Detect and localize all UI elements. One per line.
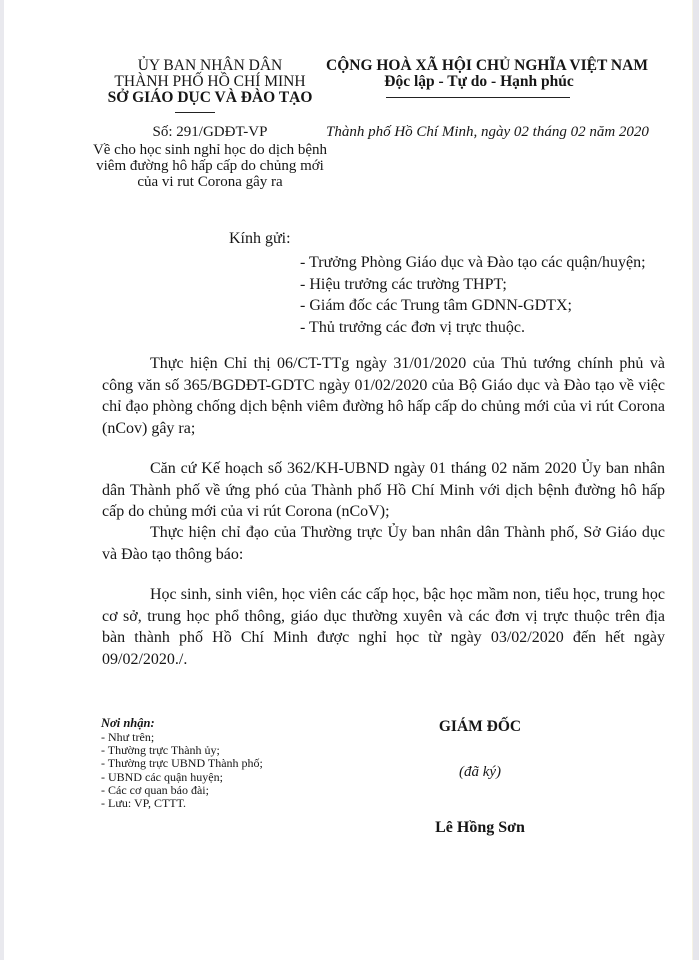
- recipient-item: - Trưởng Phòng Giáo dục và Đào tạo các quận/huyện;: [300, 254, 646, 271]
- distribution-item: - UBND các quận huyện;: [101, 769, 223, 784]
- distribution-item: - Lưu: VP, CTTT.: [101, 796, 187, 811]
- national-motto: Độc lập - Tự do - Hạnh phúc: [384, 73, 574, 90]
- agency-line-1: ỦY BAN NHÂN DÂN: [137, 57, 283, 74]
- national-title: CỘNG HOÀ XÃ HỘI CHỦ NGHĨA VIỆT NAM: [326, 57, 648, 74]
- place-date: Thành phố Hồ Chí Minh, ngày 02 tháng 02 năm 2020: [326, 124, 649, 140]
- body-paragraph-4: Học sinh, sinh viên, học viên các cấp học, bậc học mầm non, tiểu học, trung học cơ sở, trung học phổ thông, giáo dục thường xuyên và các đơn vị trực thuộc trên địa bàn thành phố Hồ Chí Minh được nghỉ học từ ngày 03/02/2020 đến hết ngày 09/02/2020./.: [102, 586, 665, 668]
- body-paragraph-3: Thực hiện chỉ đạo của Thường trực Ủy ban nhân dân Thành phố, Sở Giáo dục và Đào tạo thông báo:: [102, 524, 665, 563]
- body-paragraph-2: Căn cứ Kế hoạch số 362/KH-UBND ngày 01 tháng 02 năm 2020 Ủy ban nhân dân Thành phố về ứng phó của Thành phố Hồ Chí Minh với dịch bệnh đường hô hấp cấp do chủng mới của vi rút Corona (nCoV);: [102, 460, 665, 520]
- document-number: Số: 291/GDĐT-VP: [152, 124, 268, 140]
- distribution-item: - Các cơ quan báo đài;: [101, 782, 209, 797]
- signer-name: Lê Hồng Sơn: [435, 819, 525, 836]
- page-edge-right: [692, 0, 699, 960]
- page-edge-left: [0, 0, 4, 960]
- distribution-item: - Như trên;: [101, 730, 155, 744]
- recipient-item: - Hiệu trưởng các trường THPT;: [300, 276, 507, 293]
- signed-note: (đã ký): [458, 764, 502, 780]
- signer-position: GIÁM ĐỐC: [438, 718, 522, 735]
- recipients-label: Kính gửi:: [229, 230, 291, 247]
- agency-line-2: THÀNH PHỐ HỒ CHÍ MINH: [114, 73, 306, 90]
- motto-underline: [386, 97, 570, 98]
- distribution-title: Nơi nhận:: [101, 716, 155, 730]
- agency-underline: [175, 112, 215, 113]
- distribution-list: [101, 731, 263, 810]
- distribution-item: - Thường trực UBND Thành phố;: [101, 756, 263, 771]
- document-subject: Về cho học sinh nghỉ học do dịch bệnh viêm đường hô hấp cấp do chủng mới của vi rut Corona gây ra: [92, 142, 328, 190]
- recipient-item: - Giám đốc các Trung tâm GDNN-GDTX;: [300, 297, 572, 314]
- recipient-item: - Thủ trưởng các đơn vị trực thuộc.: [300, 319, 526, 336]
- distribution-item: - Thường trực Thành ủy;: [101, 743, 220, 758]
- agency-name: SỞ GIÁO DỤC VÀ ĐÀO TẠO: [107, 89, 313, 106]
- body-paragraph-1: Thực hiện Chỉ thị 06/CT-TTg ngày 31/01/2020 của Thủ tướng chính phủ và công văn số 365/BGDĐT-GDTC ngày 01/02/2020 của Bộ Giáo dục và Đào tạo về việc chỉ đạo phòng chống dịch bệnh viêm đường hô hấp cấp do chủng mới của vi rút Corona (nCov) gây ra;: [102, 355, 665, 437]
